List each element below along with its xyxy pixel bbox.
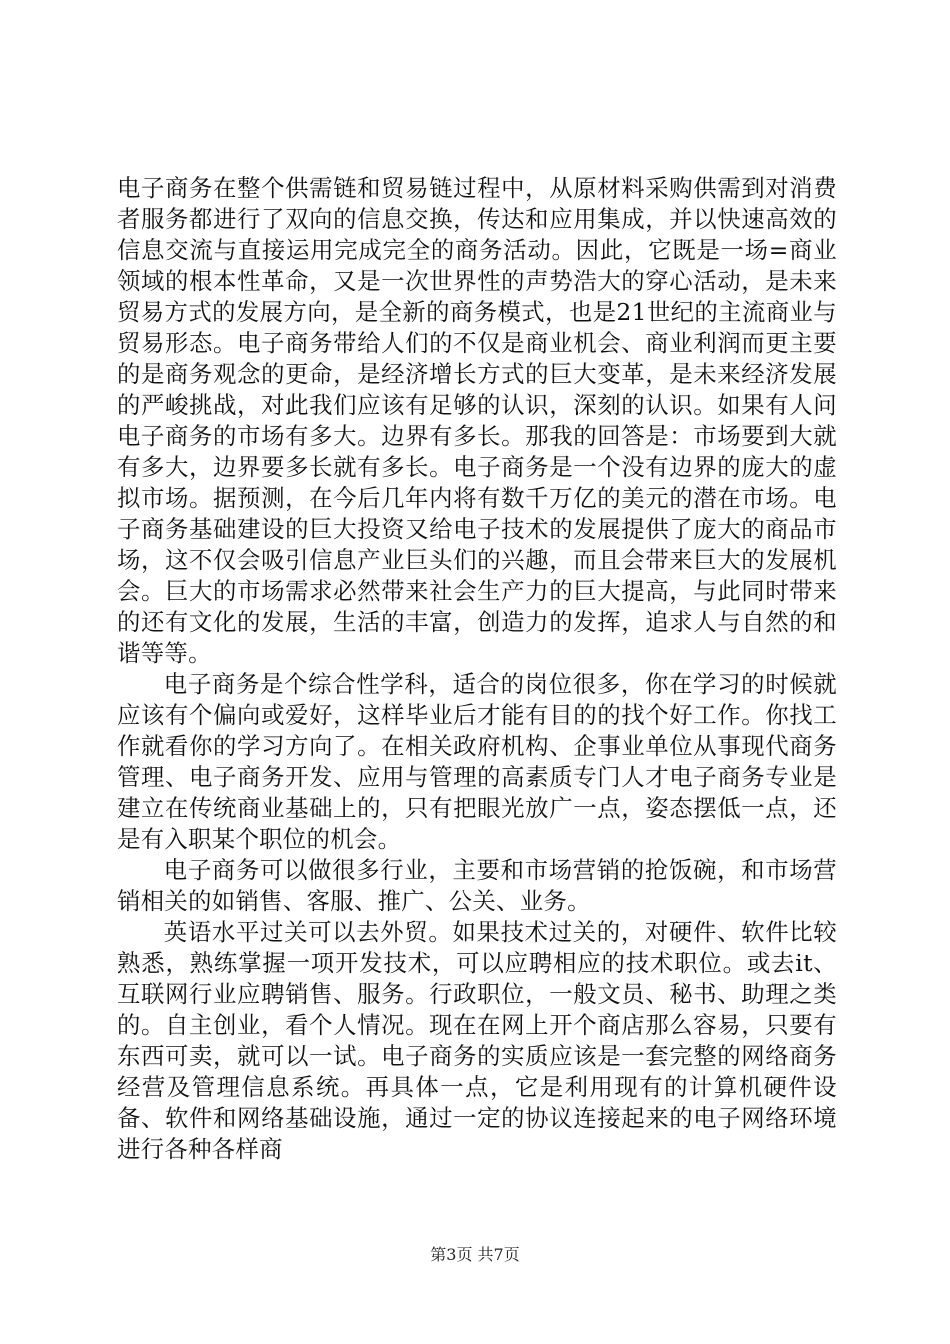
paragraph-3: 电子商务可以做很多行业，主要和市场营销的抢饭碗，和市场营销相关的如销售、客服、推广、公关、业务。	[117, 856, 837, 915]
page-footer: 第3页 共7页	[430, 1245, 520, 1264]
paragraph-1: 电子商务在整个供需链和贸易链过程中，从原材料采购供需到对消费者服务都进行了双向的信息交换，传达和应用集成，并以快速高效的信息交流与直接运用完成完全的商务活动。因此，它既是一场=商业领域的根本性革命，又是一次世界性的声势浩大的穿心活动，是未来贸易方式的发展方向，是全新的商务模式，也是21世纪的主流商业与贸易形态。电子商务带给人们的不仅是商业机会、商业利润而更主要的是商务观念的更命，是经济增长方式的巨大变革，是未来经济发展的严峻挑战，对此我们应该有足够的认识，深刻的认识。如果有人问电子商务的市场有多大。边界有多长。那我的回答是：市场要到大就有多大，边界要多长就有多长。电子商务是一个没有边界的庞大的虚拟市场。据预测，在今后几年内将有数千万亿的美元的潜在市场。电子商务基础建设的巨大投资又给电子技术的发展提供了庞大的商品市场，这不仅会吸引信息产业巨头们的兴趣，而且会带来巨大的发展机会。巨大的市场需求必然带来社会生产力的巨大提高，与此同时带来的还有文化的发展，生活的丰富，创造力的发挥，追求人与自然的和谐等等。	[117, 174, 837, 667]
body-text	[117, 173, 837, 1165]
paragraph-4: 英语水平过关可以去外贸。如果技术过关的，对硬件、软件比较熟悉，熟练掌握一项开发技术，可以应聘相应的技术职位。或去it、互联网行业应聘销售、服务。行政职位，一般文员、秘书、助理之类的。自主创业，看个人情况。现在在网上开个商店那么容易，只要有东西可卖，就可以一试。电子商务的实质应该是一套完整的网络商务经营及管理信息系统。再具体一点，它是利用现有的计算机硬件设备、软件和网络基础设施，通过一定的协议连接起来的电子网络环境进行各种各样商	[117, 918, 837, 1163]
paragraph-2: 电子商务是个综合性学科，适合的岗位很多，你在学习的时候就应该有个偏向或爱好，这样毕业后才能有目的的找个好工作。你找工作就看你的学习方向了。在相关政府机构、企事业单位从事现代商务管理、电子商务开发、应用与管理的高素质专门人才电子商务专业是建立在传统商业基础上的，只有把眼光放广一点，姿态摆低一点，还是有入职某个职位的机会。	[117, 670, 837, 853]
